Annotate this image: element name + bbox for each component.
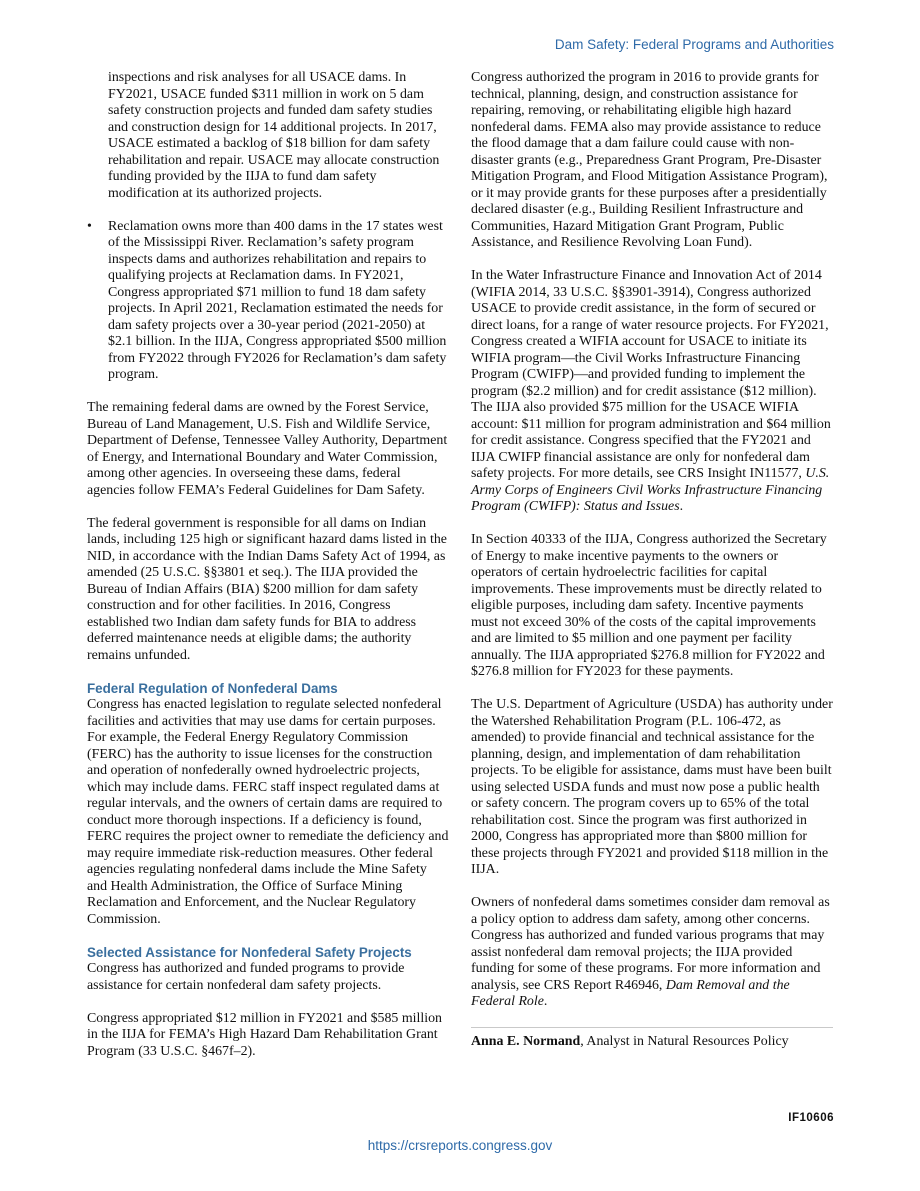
cwifp-report-title: U.S. Army Corps of Engineers Civil Works Infrastructure Financing Program (CWIFP): Status and Issues (471, 466, 830, 514)
running-header: Dam Safety: Federal Programs and Authorities (554, 37, 834, 52)
paragraph-dam-removal (471, 895, 833, 1011)
document-code: IF10606 (788, 1112, 834, 1124)
wifia-text: In the Water Infrastructure Finance and Innovation Act of 2014 (WIFIA 2014, 33 U.S.C. §§3901-3914), Congress authorized USACE to provide credit assistance, in the form of secured or direct loans, for a range of water resource projects. For FY2021, Congress created a WIFIA account for USACE to initiate its WIFIA program—the Civil Works Infrastructure Financing Program (CWIFP)—and provided funding to implement the program ($2.2 million) and for credit assistance ($12 million). The IIJA also provided $75 million for the USACE WIFIA account: $11 million for program administration and $64 million for credit assistance. Congress specified that the FY2021 and IIJA CWIFP financial assistance are only for nonfederal dam safety projects. For more details, see CRS Insight IN11577, (471, 268, 831, 481)
author-role: , Analyst in Natural Resources Policy (580, 1034, 789, 1049)
dam-removal-period: . (543, 994, 548, 1009)
paragraph-usace-continued: inspections and risk analyses for all USACE dams. In FY2021, USACE funded $311 million in work on 5 dam safety construction projects and funded dam safety studies and construction design for 14 additional projects. In 2017, USACE estimated a backlog of $18 billion for dam safety rehabilitation and repair. USACE may allocate construction funding provided by the IIJA to fund dam safety modification at its authorized projects. (108, 70, 440, 201)
paragraph-assistance-intro: Congress has authorized and funded programs to provide assistance for certain nonfederal dam safety projects. (87, 961, 405, 993)
dam-removal-text: Owners of nonfederal dams sometimes consider dam removal as a policy option to address dam safety, among other concerns. Congress has authorized and funded various programs that may assist nonfederal dam removal projects; the IIJA provided funding for some of these programs. For more information and analysis, see CRS Report R46946, (471, 895, 830, 993)
author-divider (471, 1027, 833, 1028)
paragraph-usda: The U.S. Department of Agriculture (USDA) has authority under the Watershed Rehabilitation Program (P.L. 106-472, as amended) to provide financial and technical assistance for the planning, design, and implementation of dam rehabilitation projects. To be eligible for assistance, dams must have been built using selected USDA funds and must now pose a public health or safety concern. The program covers up to 65% of the total rehabilitation cost. Since the program was first authorized in 2000, Congress has appropriated more than $800 million for these projects through FY2021 and provided $118 million in the IIJA. (471, 697, 833, 877)
section-heading-regulation: Federal Regulation of Nonfederal Dams (87, 680, 338, 696)
author-name: Anna E. Normand (471, 1034, 581, 1049)
section-heading-assistance: Selected Assistance for Nonfederal Safety Projects (87, 944, 412, 960)
paragraph-wifia (471, 268, 833, 516)
paragraph-indian-lands: The federal government is responsible for all dams on Indian lands, including 125 high or significant hazard dams listed in the NID, in accordance with the Indian Dams Safety Act of 1994, as amended (25 U.S.C. §§3801 et seq.). The IIJA provided the Bureau of Indian Affairs (BIA) $200 million for dam safety construction and for other facilities. In 2016, Congress established two Indian dam safety funds for BIA to address deferred maintenance needs at eligible dams; the authority remains unfunded. (87, 515, 447, 663)
paragraph-other-federal-dams: The remaining federal dams are owned by the Forest Service, Bureau of Land Management, U.S. Fish and Wildlife Service, Department of Defense, Tennessee Valley Authority, Department of Energy, and International Boundary and Water Commission, among other agencies. In overseeing these dams, federal agencies follow FEMA’s Federal Guidelines for Dam Safety. (87, 400, 448, 498)
paragraph-hydroelectric-incentives: In Section 40333 of the IIJA, Congress authorized the Secretary of Energy to make incentive payments to the owners or operators of certain hydroelectric facilities for capital improvements. These improvements must be directly related to eligible purposes, including dam safety. Incentive payments must not exceed 30% of the costs of the capital improvements and are limited to $5 million and one payment per facility annually. The IIJA appropriated $276.8 million for FY2022 and $276.8 million for FY2023 for these payments. (471, 532, 827, 679)
right-column (471, 70, 833, 1067)
footer-url[interactable]: https://crsreports.congress.gov (367, 1138, 553, 1153)
dam-removal-report-title: Dam Removal and the Federal Role (471, 977, 790, 1009)
author-line (471, 1034, 833, 1051)
left-column (87, 70, 449, 1077)
paragraph-fema-program: Congress authorized the program in 2016 to provide grants for technical, planning, design, and construction assistance for repairing, removing, or rehabilitating eligible high hazard nonfederal dams. FEMA also may provide assistance to reduce the flood damage that a dam failure could cause with non-disaster grants (e.g., Preparedness Grant Program, Pre-Disaster Mitigation Program, and Flood Mitigation Assistance Program), or it may provide grants for these purposes after a presidentially declared disaster (e.g., Building Resilient Infrastructure and Communities, Hazard Mitigation Grant Program, Public Assistance, and Resilience Revolving Loan Fund). (471, 70, 828, 250)
paragraph-fema-grant: Congress appropriated $12 million in FY2021 and $585 million in the IIJA for FEMA’s High Hazard Dam Rehabilitation Grant Program (33 U.S.C. §467f–2). (87, 1010, 442, 1059)
bullet-text: Reclamation owns more than 400 dams in the 17 states west of the Mississippi River. Reclamation’s safety program inspects dams and authorizes rehabilitation and repairs to qualifying projects at Reclamation dams. In FY2021, Congress appropriated $71 million to fund 18 dam safety projects. In April 2021, Reclamation estimated the needs for dam safety projects over a 30-year period (2021-2050) at $2.1 billion. In the IIJA, Congress appropriated $500 million from FY2022 through FY2026 for Reclamation’s dam safety program. (108, 218, 447, 382)
paragraph-regulation: Congress has enacted legislation to regulate selected nonfederal facilities and activities that may use dams for certain purposes. For example, the Federal Energy Regulatory Commission (FERC) has the authority to issue licenses for the construction and operation of nonfederally owned hydroelectric projects, which may include dams. FERC staff inspect regulated dams at regular intervals, and the owners of certain dams are required to conduct more thorough inspections. If a deficiency is found, FERC requires the project owner to remediate the deficiency and may require immediate risk-reduction measures. Other federal agencies regulating nonfederal dams include the Mine Safety and Health Administration, the Office of Surface Mining Reclamation and Enforcement, and the Nuclear Regulatory Commission. (87, 697, 449, 927)
bullet-dot-icon: • (87, 218, 92, 234)
bullet-item-reclamation (87, 219, 449, 384)
wifia-period: . (679, 499, 684, 514)
